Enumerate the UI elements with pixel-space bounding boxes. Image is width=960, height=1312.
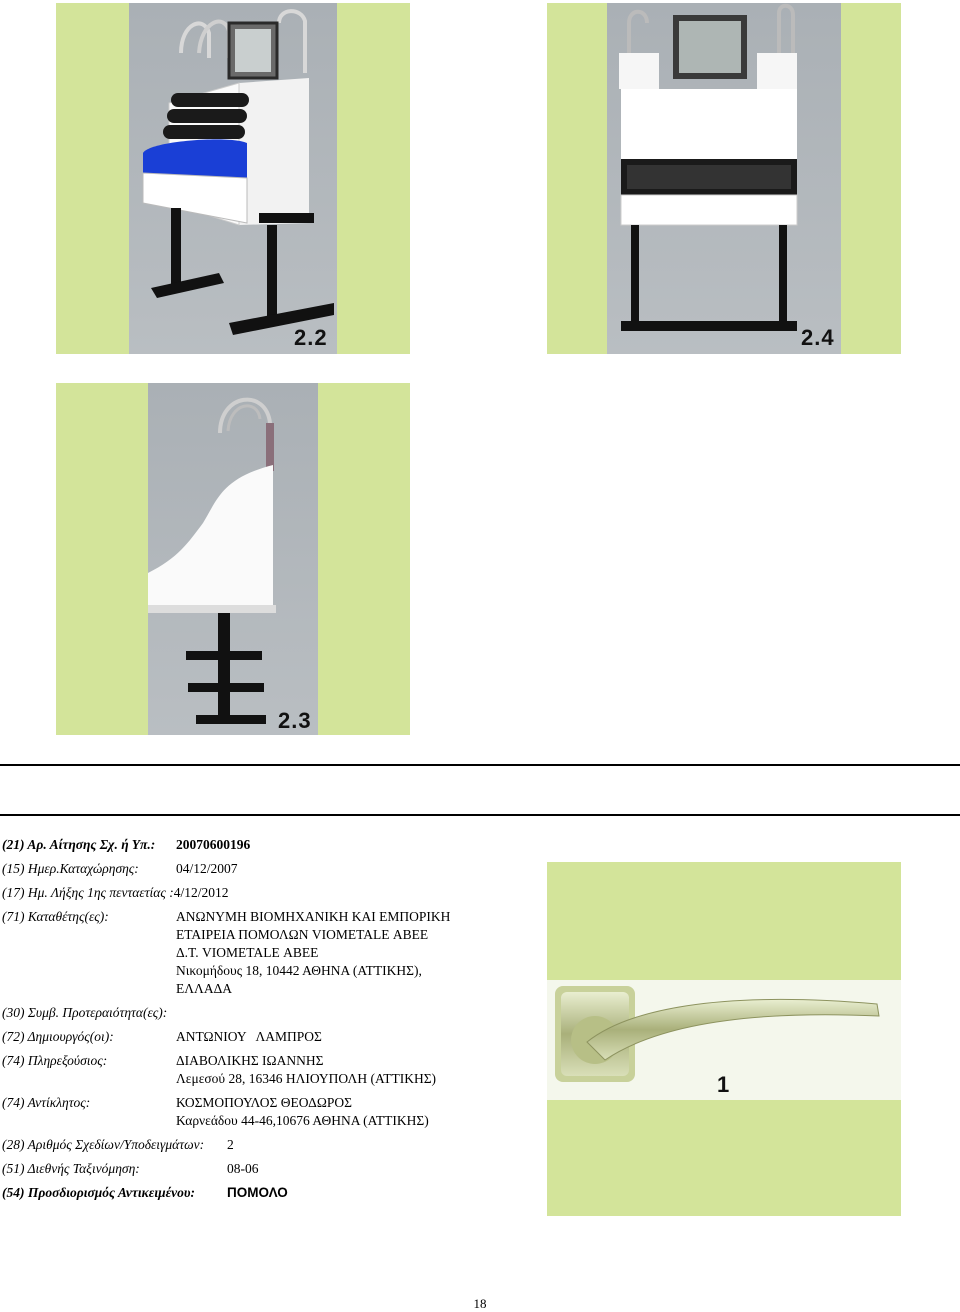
applicant-line: ΕΤΑΙΡΕΙΑ ΠΟΜΟΛΩΝ VIOMETALE ΑΒΕΕ [176, 927, 429, 942]
expiry-date-label: (17) Ημ. Λήξης 1ης πενταετίας : [2, 885, 174, 900]
filing-date-value: 04/12/2007 [176, 861, 238, 876]
section-divider-bottom [0, 814, 960, 816]
applicant-line: ΑΝΩΝΥΜΗ ΒΙΟΜΗΧΑΝΙΚΗ ΚΑΙ ΕΜΠΟΡΙΚΗ [176, 909, 451, 924]
agent-value [176, 1094, 429, 1130]
applicant-line: ΕΛΛΑΔΑ [176, 981, 233, 996]
applicant-line: Νικομήδους 18, 10442 ΑΘΗΝΑ (ΑΤΤΙΚΗΣ), [176, 963, 422, 978]
expiry-date-row [2, 884, 228, 902]
classification-value: 08-06 [227, 1161, 259, 1176]
figure-panel-2-3 [56, 383, 410, 735]
figure-label: 2.3 [278, 708, 312, 733]
classification-label: (51) Διεθνής Ταξινόμηση: [2, 1161, 140, 1176]
designer-label: (72) Δημιουργός(οι): [2, 1029, 114, 1044]
product-photo [607, 3, 841, 354]
product-photo [148, 383, 318, 735]
design-count-label: (28) Αριθμός Σχεδίων/Υποδειγμάτων: [2, 1137, 205, 1152]
agent-label: (74) Αντίκλητος: [2, 1095, 91, 1110]
figure-label: 1 [717, 1072, 731, 1097]
attorney-value [176, 1052, 436, 1088]
attorney-label: (74) Πληρεξούσιος: [2, 1053, 108, 1068]
product-value: ΠΟΜΟΛΟ [227, 1185, 288, 1200]
section-divider-top [0, 764, 960, 766]
expiry-date-value: 4/12/2012 [173, 885, 229, 900]
cabinet-illustration [607, 3, 841, 354]
attorney-line: ΔΙΑΒΟΛΙΚΗΣ ΙΩΑΝΝΗΣ [176, 1053, 324, 1068]
side-view-illustration [148, 383, 318, 735]
figure-panel-1 [547, 862, 901, 1216]
applicant-value [176, 908, 450, 998]
figure-panel-2-2 [56, 3, 410, 354]
filing-date-label: (15) Ημερ.Καταχώρησης: [2, 861, 139, 876]
figure-label: 2.2 [294, 325, 328, 350]
page-number: 18 [473, 1296, 487, 1311]
applicant-line: Δ.Τ. VIOMETALE ΑΒΕΕ [176, 945, 319, 960]
figure-panel-2-4 [547, 3, 901, 354]
product-photo [129, 3, 337, 354]
applicant-label: (71) Καταθέτης(ες): [2, 909, 109, 924]
product-label: (54) Προσδιορισμός Αντικειμένου: [2, 1185, 195, 1200]
attorney-line: Λεμεσού 28, 16346 ΗΛΙΟΥΠΟΛΗ (ΑΤΤΙΚΗΣ) [176, 1071, 437, 1086]
design-count-value: 2 [227, 1137, 234, 1152]
designer-value: ΑΝΤΩΝΙΟΥ ΛΑΜΠΡΟΣ [176, 1029, 322, 1044]
application-number-label: (21) Αρ. Αίτησης Σχ. ή Υπ.: [2, 837, 156, 852]
priority-label: (30) Συμβ. Προτεραιότητα(ες): [2, 1005, 168, 1020]
agent-line: ΚΟΣΜΟΠΟΥΛΟΣ ΘΕΟΔΩΡΟΣ [176, 1095, 352, 1110]
display-stand-illustration [129, 3, 337, 354]
figure-label: 2.4 [801, 325, 835, 350]
application-number-value: 20070600196 [176, 837, 251, 852]
agent-line: Καρνεάδου 44-46,10676 ΑΘΗΝΑ (ΑΤΤΙΚΗΣ) [176, 1113, 429, 1128]
